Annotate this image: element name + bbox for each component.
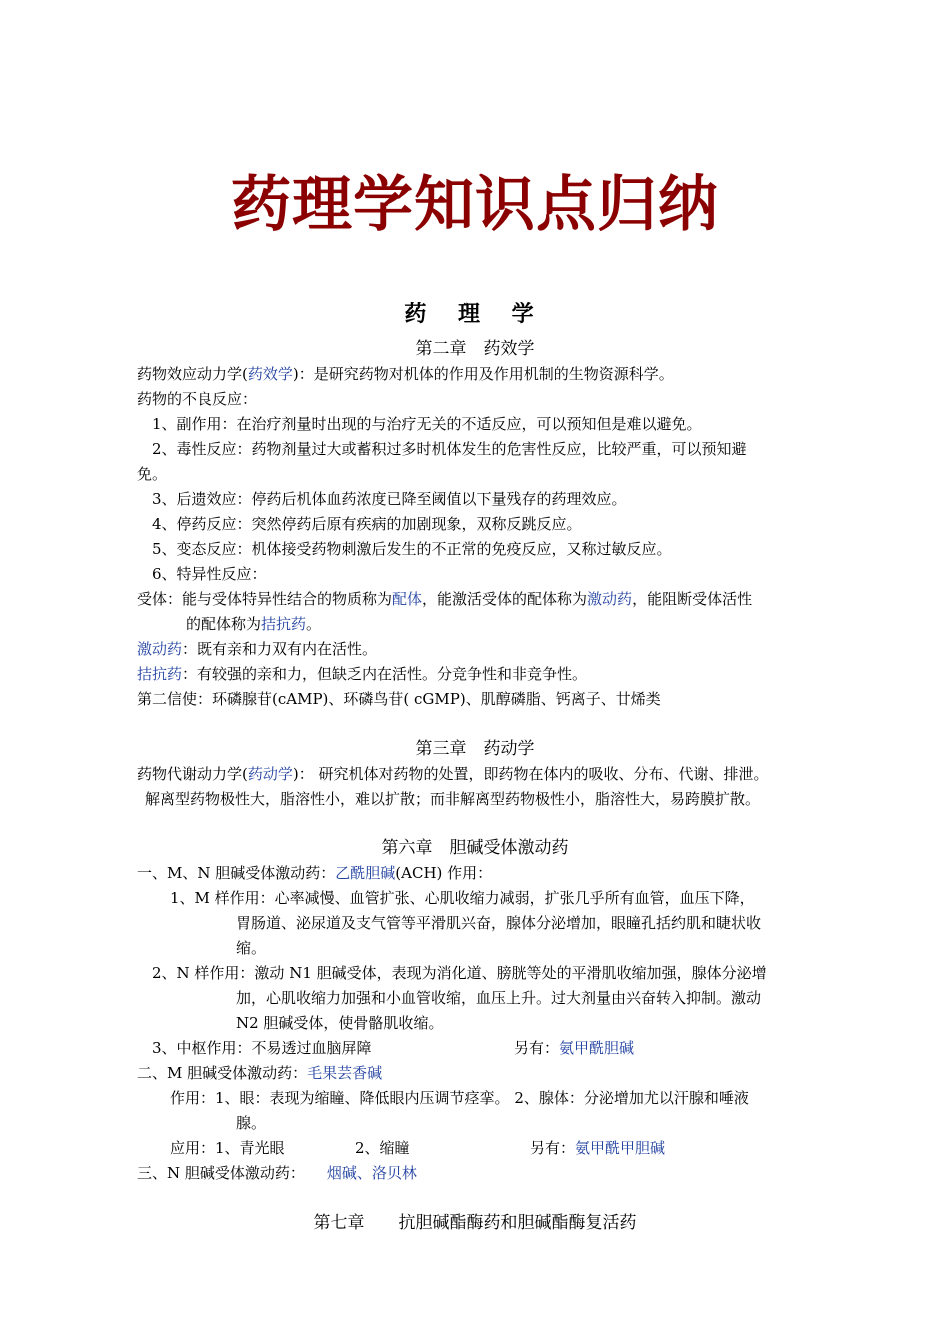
section-2-title: 二、M 胆碱受体激动药：毛果芸香碱 — [137, 1064, 383, 1082]
section-1-title: 一、M、N 胆碱受体激动药：乙酰胆碱(ACH) 作用： — [137, 864, 493, 882]
term-pharmacokinetics: 药动学 — [247, 765, 293, 783]
adverse-item-3: 3、后遗效应：停药后机体血药浓度已降至阈值以下量残存的药理效应。 — [152, 490, 627, 508]
chapter-6-heading: 第六章 胆碱受体激动药 — [381, 838, 569, 858]
document-title: 药理学知识点归纳 — [231, 170, 719, 240]
adverse-item-6: 6、特异性反应： — [152, 565, 267, 583]
term-pilocarpine: 毛果芸香碱 — [307, 1064, 383, 1082]
m-effect-line-2: 胃肠道、泌尿道及支气管等平滑肌兴奋，腺体分泌增加，眼瞳孔括约肌和睫状收 — [236, 914, 762, 932]
receptor-definition-cont: 的配体称为拮抗药。 — [186, 615, 322, 633]
n-effect-line-2: 加，心肌收缩力加强和小血管收缩，血压上升。过大剂量由兴奋转入抑制。激动 — [236, 989, 762, 1007]
ionization-note: 解离型药物极性大，脂溶性小，难以扩散；而非解离型药物极性小，脂溶性大，易跨膜扩散。 — [145, 790, 761, 808]
central-effect: 3、中枢作用：不易透过血脑屏障 — [152, 1039, 372, 1057]
m-effect-line-3: 缩。 — [236, 939, 267, 957]
adverse-item-2: 2、毒性反应：药物剂量过大或蓄积过多时机体发生的危害性反应，比较严重，可以预知避 — [152, 440, 747, 458]
n-effect-line-1: 2、N 样作用：激动 N1 胆碱受体，表现为消化道、膀胱等处的平滑肌收缩加强，腺体分泌增 — [152, 964, 767, 982]
adverse-item-4: 4、停药反应：突然停药后原有疾病的加剧现象，双称反跳反应。 — [152, 515, 582, 533]
m-effect-line-1: 1、M 样作用：心率减慢、血管扩张、心肌收缩力减弱，扩张几乎所有血管，血压下降， — [170, 889, 755, 907]
adverse-item-5: 5、变态反应：机体接受药物刺激后发生的不正常的免疫反应，又称过敏反应。 — [152, 540, 672, 558]
term-ligand: 配体 — [392, 590, 423, 608]
section-3-title: 三、N 胆碱受体激动药： 烟碱、洛贝林 — [137, 1164, 417, 1182]
term-pharmacodynamics: 药效学 — [247, 365, 293, 383]
document-subtitle: 药 理 学 — [404, 302, 546, 327]
term-bethanechol: 氨甲酰甲胆碱 — [575, 1139, 666, 1157]
pharmacokinetics-definition: 药物代谢动力学(药动学)： 研究机体对药物的处置，即药物在体内的吸收、分布、代谢、排泄。 — [137, 765, 769, 783]
pilocarpine-use-1: 应用：1、青光眼 — [170, 1139, 285, 1157]
term-acetylcholine: 乙酰胆碱 — [335, 864, 396, 882]
chapter-3-heading: 第三章 药动学 — [415, 739, 535, 759]
agonist-definition: 激动药：既有亲和力双有内在活性。 — [137, 640, 378, 658]
adverse-reactions-title: 药物的不良反应： — [137, 390, 258, 408]
n-effect-line-3: N2 胆碱受体，使骨骼肌收缩。 — [236, 1014, 444, 1032]
antagonist-definition: 拮抗药：有较强的亲和力，但缺乏内在活性。分竞争性和非竞争性。 — [137, 665, 588, 683]
chapter-7-heading: 第七章 抗胆碱酯酶药和胆碱酯酶复活药 — [313, 1213, 637, 1233]
chapter-2-heading: 第二章 药效学 — [415, 339, 535, 359]
term-carbachol: 氨甲酰胆碱 — [559, 1039, 635, 1057]
second-messenger: 第二信使：环磷腺苷(cAMP)、环磷鸟苷( cGMP)、肌醇磷脂、钙离子、廿烯类 — [137, 690, 661, 708]
term-nicotine-lobeline: 烟碱、洛贝林 — [326, 1164, 417, 1182]
term-agonist: 激动药 — [587, 590, 633, 608]
pilocarpine-use-also: 另有：氨甲酰甲胆碱 — [530, 1139, 666, 1157]
receptor-definition: 受体：能与受体特异性结合的物质称为配体，能激活受体的配体称为激动药，能阻断受体活性 — [137, 590, 753, 608]
central-effect-also: 另有：氨甲酰胆碱 — [514, 1039, 635, 1057]
adverse-item-1: 1、副作用：在治疗剂量时出现的与治疗无关的不适反应，可以预知但是难以避免。 — [152, 415, 702, 433]
pilocarpine-effect-line-1: 作用：1、眼：表现为缩瞳、降低眼内压调节痉挛。 2、腺体：分泌增加尤以汗腺和唾液 — [170, 1089, 749, 1107]
adverse-item-2-cont: 免。 — [137, 465, 168, 483]
pharmacodynamics-definition: 药物效应动力学(药效学)：是研究药物对机体的作用及作用机制的生物资源科学。 — [137, 365, 674, 383]
pilocarpine-use-2: 2、缩瞳 — [355, 1139, 410, 1157]
term-antagonist: 拮抗药 — [261, 615, 307, 633]
pilocarpine-effect-line-2: 腺。 — [236, 1114, 267, 1132]
